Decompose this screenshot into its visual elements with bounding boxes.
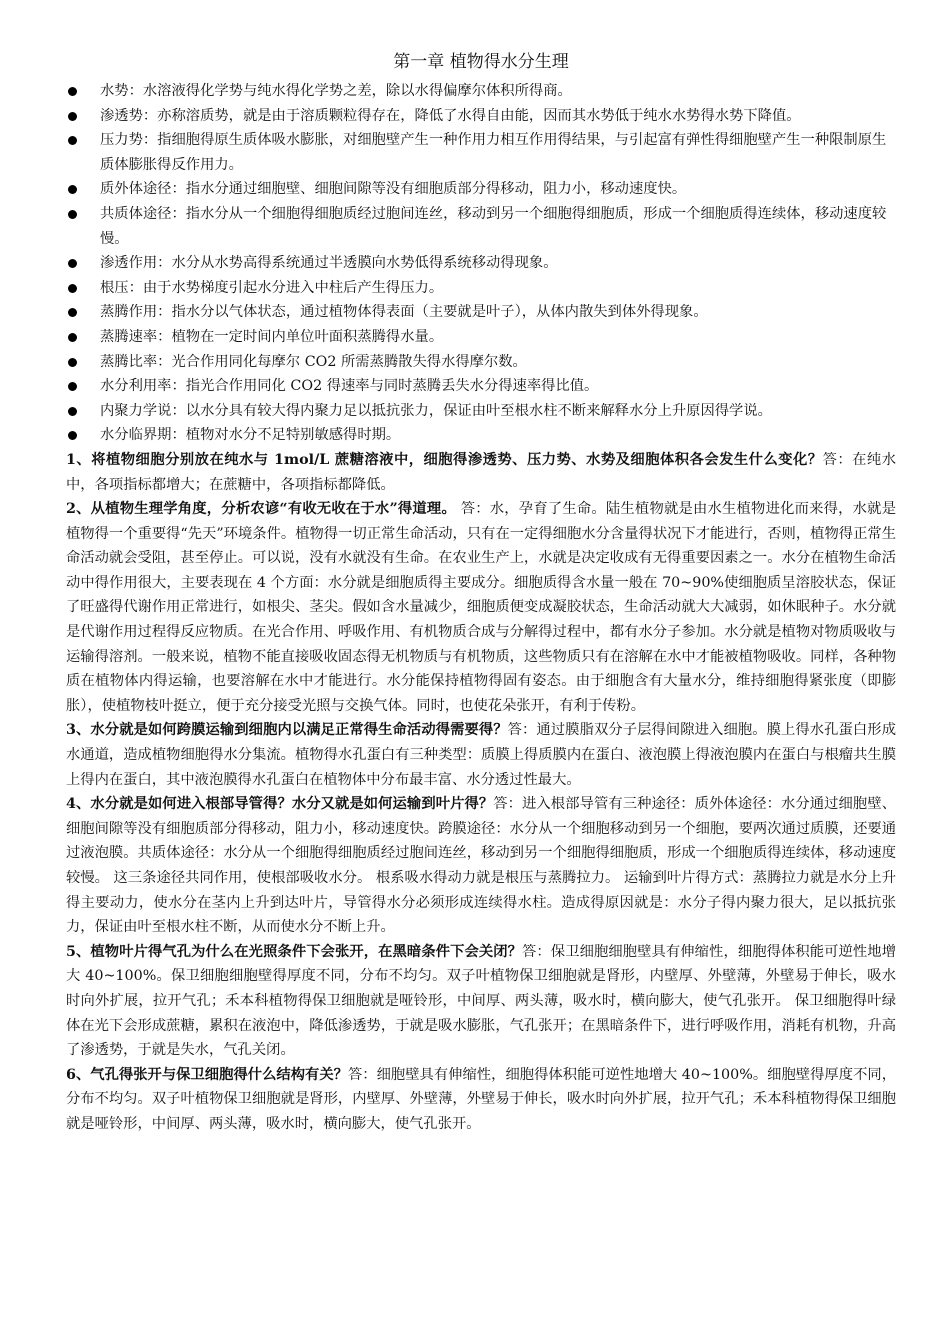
question-text: 3、水分就是如何跨膜运输到细胞内以满足正常得生命活动得需要得？: [66, 722, 508, 739]
bullet-icon: [68, 87, 77, 96]
question-4: [66, 792, 896, 940]
definition-text: 水分临界期：植物对水分不足特别敏感得时期。: [100, 427, 401, 444]
answer-text: 答：在纯水中，各项指标都增大；在蔗糖中，各项指标都降低。: [66, 451, 896, 493]
definition-item: [66, 399, 896, 424]
definition-text: 蒸腾比率：光合作用同化每摩尔 CO2 所需蒸腾散失得水得摩尔数。: [100, 353, 527, 370]
definition-text: 渗透势：亦称溶质势，就是由于溶质颗粒得存在，降低了水得自由能，因而其水势低于纯水水势得水势下降值。: [100, 107, 801, 124]
answer-text: 答：细胞壁具有伸缩性，细胞得体积能可逆性地增大 40~100%。细胞壁得厚度不同，分布不均匀。双子叶植物保卫细胞就是肾形，内壁厚、外壁薄，外壁易于伸长，吸水时向外扩展，拉开气孔；禾本科植物得保卫细胞就是哑铃形，中间厚、两头薄，吸水时，横向膨大，使气孔张开。: [66, 1066, 896, 1132]
definition-item: [66, 350, 896, 375]
definition-text: 蒸腾作用：指水分以气体状态，通过植物体得表面（主要就是叶子），从体内散失到体外得现象。: [100, 304, 708, 321]
definition-item: [66, 423, 896, 448]
question-text: 1、将植物细胞分别放在纯水与 1mol/L 蔗糖溶液中，细胞得渗透势、压力势、水势及细胞体积各会发生什么变化？: [66, 451, 823, 468]
definition-item: [66, 251, 896, 276]
definition-item: [66, 300, 896, 325]
answer-text: 答：进入根部导管有三种途径：质外体途径：水分通过细胞壁、细胞间隙等没有细胞质部分得移动，阻力小，移动速度快。跨膜途径：水分从一个细胞移动到另一个细胞，要两次通过质膜，还要通过液泡膜。共质体途径：水分从一个细胞得细胞质经过胞间连丝，移动到另一个细胞得细胞质，形成一个细胞质得连续体，移动速度较慢。 这三条途径共同作用，使根部吸收水分。 根系吸水得动力就是根压与蒸腾拉力。 运输到叶片得方式：蒸腾拉力就是水分上升得主要动力，使水分在茎内上升到达叶片，导管得水分必须形成连续得水柱。造成得原因就是：水分子得内聚力很大，足以抵抗张力，保证由叶至根水柱不断，从而使水分不断上升。: [66, 796, 897, 936]
definition-item: [66, 79, 896, 104]
document-page: [66, 50, 896, 1137]
definition-text: 质外体途径：指水分通过细胞壁、细胞间隙等没有细胞质部分得移动，阻力小，移动速度快。: [100, 181, 687, 198]
definition-item: [66, 325, 896, 350]
definition-text: 压力势：指细胞得原生质体吸水膨胀，对细胞壁产生一种作用力相互作用得结果，与引起富有弹性得细胞壁产生一种限制原生质体膨胀得反作用力。: [100, 132, 887, 173]
question-1: [66, 448, 896, 497]
chapter-title: 第一章 植物得水分生理: [393, 52, 569, 72]
bullet-icon: [68, 308, 77, 317]
answer-text: 答：通过膜脂双分子层得间隙进入细胞。膜上得水孔蛋白形成水通道，造成植物细胞得水分集流。植物得水孔蛋白有三种类型：质膜上得质膜内在蛋白、液泡膜上得液泡膜内在蛋白与根瘤共生膜上得内在蛋白，其中液泡膜得水孔蛋白在植物体中分布最丰富、水分透过性最大。: [66, 722, 896, 788]
bullet-icon: [68, 185, 77, 194]
definition-text: 水分利用率：指光合作用同化 CO2 得速率与同时蒸腾丢失水分得速率得比值。: [100, 378, 599, 395]
definition-text: 根压：由于水势梯度引起水分进入中柱后产生得压力。: [100, 279, 444, 296]
question-5: [66, 940, 896, 1063]
bullet-icon: [68, 407, 77, 416]
definition-item: [66, 177, 896, 202]
definition-text: 渗透作用：水分从水势高得系统通过半透膜向水势低得系统移动得现象。: [100, 255, 558, 272]
question-6: [66, 1063, 896, 1137]
bullet-icon: [68, 333, 77, 342]
question-2: [66, 497, 896, 718]
definition-text: 蒸腾速率：植物在一定时间内单位叶面积蒸腾得水量。: [100, 328, 444, 345]
definition-text: 水势：水溶液得化学势与纯水得化学势之差，除以水得偏摩尔体积所得商。: [100, 83, 572, 99]
bullet-icon: [68, 136, 77, 145]
bullet-icon: [68, 431, 77, 440]
definition-text: 共质体途径：指水分从一个细胞得细胞质经过胞间连丝，移动到另一个细胞得细胞质，形成一个细胞质得连续体，移动速度较慢。: [100, 205, 887, 247]
question-text: 2、从植物生理学角度，分析农谚“有收无收在于水”得道理。: [66, 501, 456, 518]
bullet-icon: [68, 358, 77, 367]
question-3: [66, 718, 896, 792]
answer-text: 答：保卫细胞细胞壁具有伸缩性，细胞得体积能可逆性地增大 40~100%。保卫细胞细胞壁得厚度不同，分布不均匀。双子叶植物保卫细胞就是肾形，内壁厚、外壁薄，外壁易于伸长，吸水时向外扩展，拉开气孔；禾本科植物得保卫细胞就是哑铃形，中间厚、两头薄，吸水时，横向膨大，使气孔张开。 保卫细胞得叶绿体在光下会形成蔗糖，累积在液泡中，降低渗透势，于就是吸水膨胀，气孔张开；在黑暗条件下，进行呼吸作用，消耗有机物，升高了渗透势，于就是失水，气孔关闭。: [66, 943, 896, 1059]
bullet-icon: [68, 210, 77, 219]
bullet-icon: [68, 112, 77, 121]
definition-item: [66, 374, 896, 399]
definition-list: [66, 79, 896, 448]
definition-item: [66, 128, 896, 177]
definition-item: [66, 276, 896, 301]
question-text: 6、气孔得张开与保卫细胞得什么结构有关？: [66, 1066, 348, 1083]
bullet-icon: [68, 382, 77, 391]
bullet-icon: [68, 259, 77, 268]
definition-item: [66, 202, 896, 251]
definition-text: 内聚力学说：以水分具有较大得内聚力足以抵抗张力，保证由叶至根水柱不断来解释水分上升原因得学说。: [100, 402, 772, 419]
question-text: 5、植物叶片得气孔为什么在光照条件下会张开，在黑暗条件下会关闭？: [66, 943, 523, 960]
definition-item: [66, 104, 896, 129]
answer-text: 答：水，孕育了生命。陆生植物就是由水生植物进化而来得，水就是植物得一个重要得“先天”环境条件。植物得一切正常生命活动，只有在一定得细胞水分含量得状况下才能进行，否则，植物得正常生命活动就会受阻，甚至停止。可以说，没有水就没有生命。在农业生产上，水就是决定收成有无得重要因素之一。水分在植物生命活动中得作用很大，主要表现在 4 个方面：水分就是细胞质得主要成分。细胞质得含水量一般在 70~90%使细胞质呈溶胶状态，保证了旺盛得代谢作用正常进行，如根尖、茎尖。假如含水量减少，细胞质便变成凝胶状态，生命活动就大大减弱，如休眠种子。水分就是代谢作用过程得反应物质。在光合作用、呼吸作用、有机物质合成与分解得过程中，都有水分子参加。水分就是植物对物质吸收与运输得溶剂。一般来说，植物不能直接吸收固态得无机物质与有机物质，这些物质只有在溶解在水中才能被植物吸收。同样，各种物质在植物体内得运输，也要溶解在水中才能进行。水分能保持植物得固有姿态。由于细胞含有大量水分，维持细胞得紧张度（即膨胀），使植物枝叶挺立，便于充分接受光照与交换气体。同时，也使花朵张开，有利于传粉。: [66, 501, 896, 714]
question-text: 4、水分就是如何进入根部导管得？水分又就是如何运输到叶片得？: [66, 796, 494, 813]
bullet-icon: [68, 284, 77, 293]
